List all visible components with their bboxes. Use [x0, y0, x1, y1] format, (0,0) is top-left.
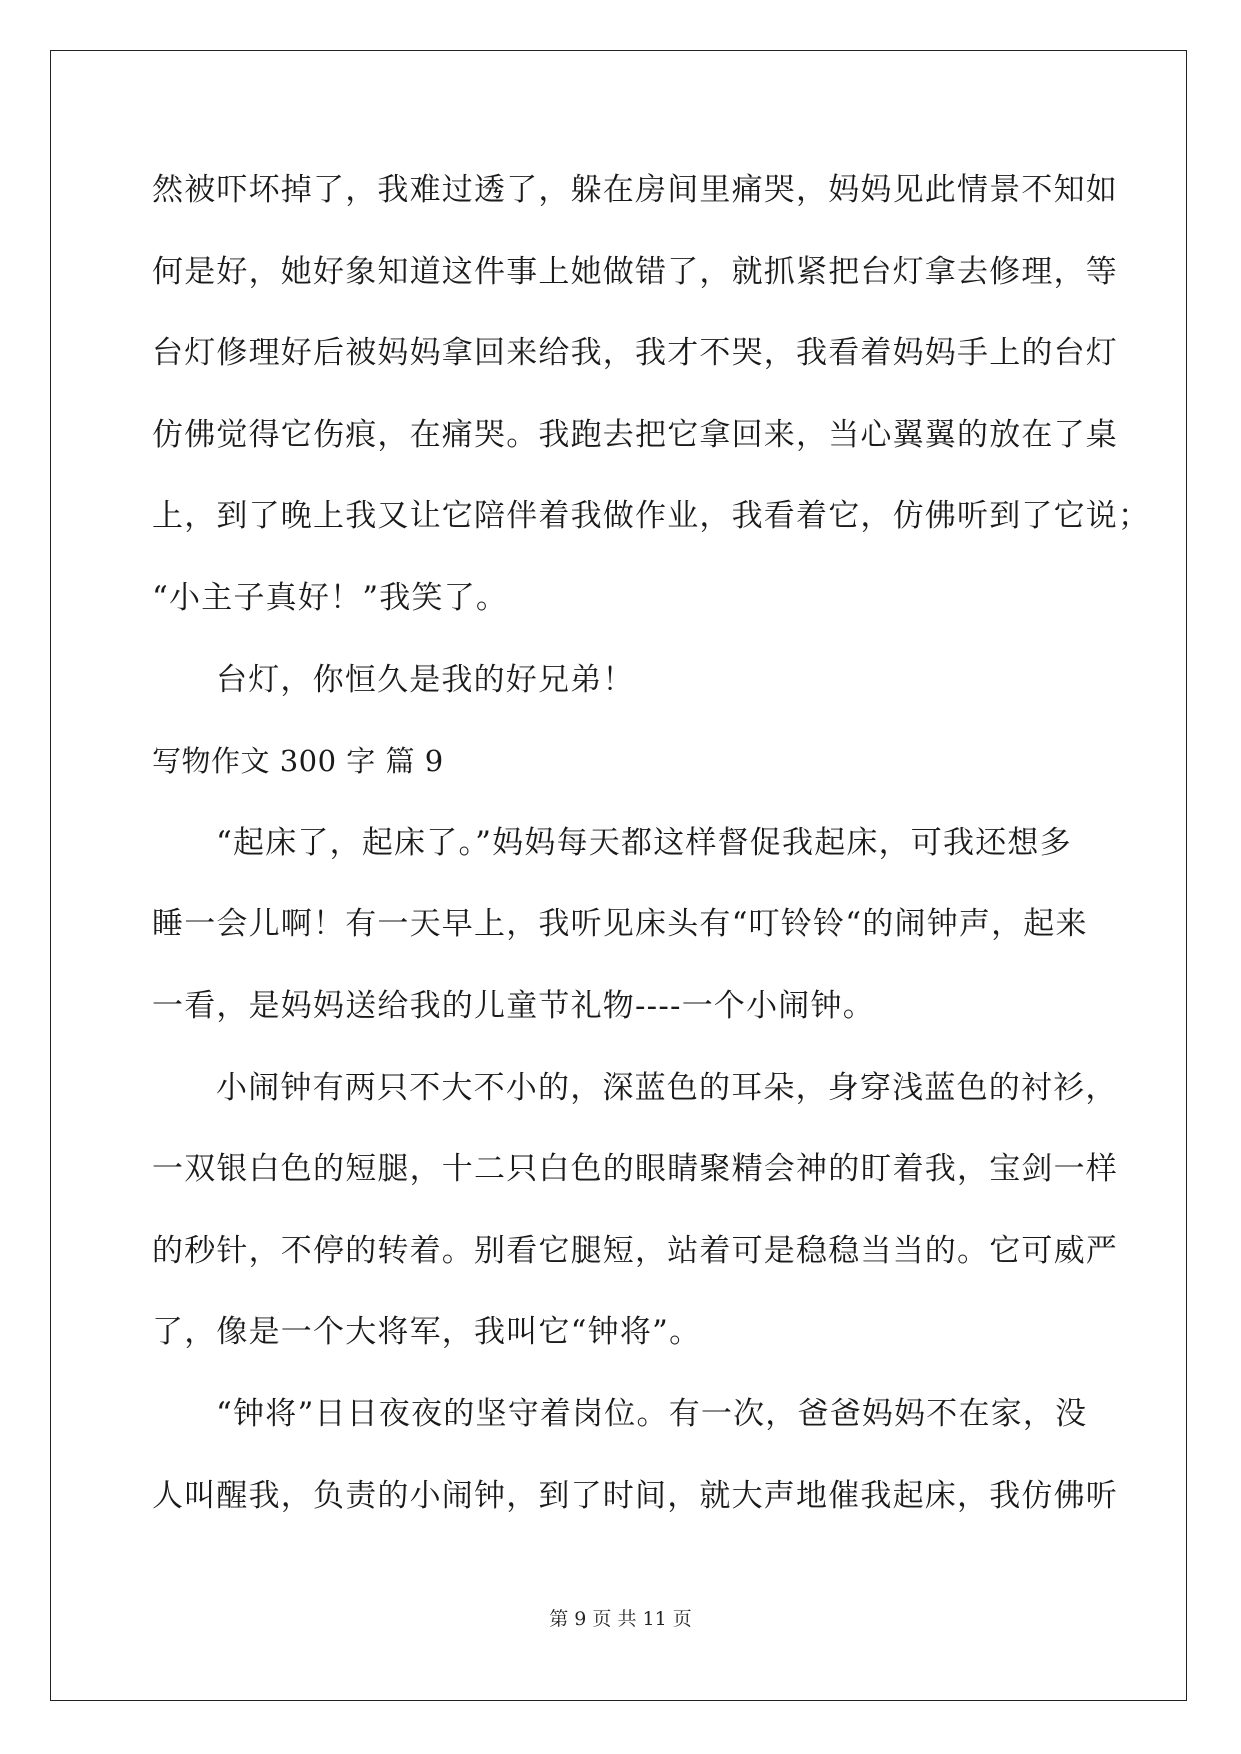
- text-line: 小闹钟有两只不大不小的，深蓝色的耳朵，身穿浅蓝色的衬衫，: [216, 1069, 1118, 1106]
- text-line: 台灯，你恒久是我的好兄弟！: [216, 661, 635, 698]
- text-line: 然被吓坏掉了，我难过透了，躲在房间里痛哭，妈妈见此情景不知如: [152, 172, 1118, 208]
- text-line: 台灯修理好后被妈妈拿回来给我，我才不哭，我看着妈妈手上的台灯: [152, 335, 1118, 372]
- section-title: 写物作文 300 字 篇 9: [152, 744, 444, 779]
- text-line: 的秒针，不停的转着。别看它腿短，站着可是稳稳当当的。它可威严: [152, 1232, 1118, 1269]
- text-line: 了，像是一个大将军，我叫它“钟将”。: [152, 1314, 702, 1351]
- text-line: “钟将”日日夜夜的坚守着岗位。有一次，爸爸妈妈不在家，没: [216, 1395, 1088, 1432]
- text-line: 人叫醒我，负责的小闹钟，到了时间，就大声地催我起床，我仿佛听: [152, 1477, 1118, 1514]
- text-line: 何是好，她好象知道这件事上她做错了，就抓紧把台灯拿去修理，等: [152, 253, 1118, 290]
- text-line: 仿佛觉得它伤痕，在痛哭。我跑去把它拿回来，当心翼翼的放在了桌: [152, 416, 1118, 453]
- page-number-footer: 第 9 页 共 11 页: [549, 1608, 692, 1630]
- document-body: [152, 163, 1151, 1550]
- text-line: 一双银白色的短腿，十二只白色的眼睛聚精会神的盯着我，宝剑一样: [152, 1151, 1118, 1188]
- text-line: 上，到了晚上我又让它陪伴着我做作业，我看着它，仿佛听到了它说；: [152, 498, 1151, 535]
- text-line: 睡一会儿啊！有一天早上，我听见床头有“叮铃铃“的闹钟声，起来: [152, 906, 1088, 943]
- text-line: 一看，是妈妈送给我的儿童节礼物----一个小闹钟。: [152, 987, 875, 1024]
- text-line: “小主子真好！”我笑了。: [152, 579, 509, 616]
- text-line: “起床了，起床了。”妈妈每天都这样督促我起床，可我还想多: [216, 824, 1072, 861]
